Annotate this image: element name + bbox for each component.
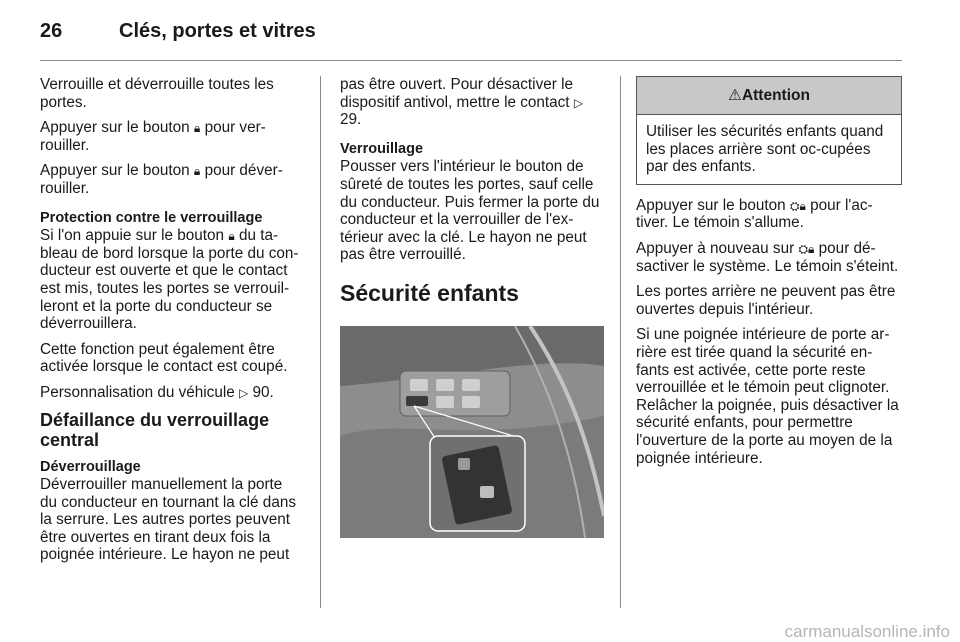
- page-title: Clés, portes et vitres: [119, 20, 316, 42]
- reference-arrow-icon: ▷: [573, 95, 584, 110]
- column-2: [340, 76, 604, 538]
- paragraph: Appuyer sur le bouton 🔒︎ pour ver-rouiller.: [40, 119, 266, 154]
- page-number: 26: [40, 20, 63, 42]
- reference-arrow-icon: ▷: [239, 385, 249, 400]
- heading-failure: Défaillance du verrouillage central: [40, 409, 270, 450]
- paragraph: Déverrouiller manuellement la porte du conducteur en tournant la clé dans la serrure. Les autres portes peuvent être ouvertes en tirant deux fois la poignée intérieure. Le hayon ne peut: [40, 476, 296, 564]
- subheading-unlock: Déverrouillage: [40, 458, 141, 475]
- attention-header: ⚠︎Attention: [637, 77, 901, 115]
- subheading-lock: Verrouillage: [340, 140, 424, 157]
- door-panel-photo: [340, 326, 604, 538]
- paragraph: Les portes arrière ne peuvent pas être ouvertes depuis l'intérieur.: [636, 283, 896, 318]
- child-lock-icon: ⛭🔒︎: [798, 241, 815, 256]
- paragraph: Verrouille et déverrouille toutes les portes.: [40, 76, 274, 111]
- paragraph: Si l'on appuie sur le bouton 🔒︎ du ta-bleau de bord lorsque la porte du con-ducteur est ouverte et que le contact est mis, toutes les portes se verrouil-leront et la porte du conducteur se déverrouillera.: [40, 227, 299, 333]
- section-heading: Sécurité enfants: [340, 279, 519, 306]
- page-header: [40, 16, 920, 60]
- subheading-protection: Protection contre le verrouillage: [40, 209, 263, 226]
- cross-reference-link[interactable]: 90.: [252, 383, 274, 401]
- paragraph: Appuyer à nouveau sur ⛭🔒︎ pour dé-sactiver le système. Le témoin s'éteint.: [636, 239, 899, 275]
- lock-icon: 🔒︎: [193, 121, 201, 136]
- paragraph: Personnalisation du véhicule ▷ 90.: [40, 383, 274, 401]
- column-3: [636, 76, 902, 475]
- child-lock-icon: ⛭🔒︎: [789, 198, 806, 213]
- header-rule: [40, 60, 902, 61]
- paragraph: Cette fonction peut également être activée lorsque le contact est coupé.: [40, 340, 288, 376]
- column-1: [40, 76, 302, 572]
- cross-reference-link[interactable]: 29.: [340, 111, 362, 129]
- paragraph: Pousser vers l'intérieur le bouton de sûreté de toutes les portes, sauf celle du conducteur. Puis fermer la porte du conducteur et la verrouiller de l'ex-térieur avec la clé. Le hayon ne peut pas être verrouillé.: [340, 158, 600, 264]
- column-divider: [620, 76, 621, 608]
- watermark: carmanualsonline.info: [784, 622, 950, 641]
- paragraph: pas être ouvert. Pour désactiver le dispositif antivol, mettre le contact ▷ 29.: [340, 76, 584, 129]
- attention-box: [636, 76, 902, 185]
- paragraph: Si une poignée intérieure de porte ar-rière est tirée quand la sécurité en-fants est activée, cette porte reste verrouillée et le témoin peut clignoter. Relâcher la poignée, puis désactiver la sécurité enfants, pour permettre l'ouverture de la porte au moyen de la poignée intérieure.: [636, 326, 899, 467]
- column-divider: [320, 76, 321, 608]
- paragraph: Appuyer sur le bouton ⛭🔒︎ pour l'ac-tiver. Le témoin s'allume.: [636, 196, 873, 232]
- lock-icon: 🔒︎: [228, 229, 235, 244]
- paragraph: Appuyer sur le bouton 🔒︎ pour déver-rouiller.: [40, 162, 283, 197]
- attention-text: Utiliser les sécurités enfants quand les places arrière sont oc-cupées par des enfants.: [646, 123, 884, 176]
- unlock-icon: 🔒︎: [193, 164, 201, 179]
- warning-triangle-icon: ⚠︎: [728, 87, 742, 104]
